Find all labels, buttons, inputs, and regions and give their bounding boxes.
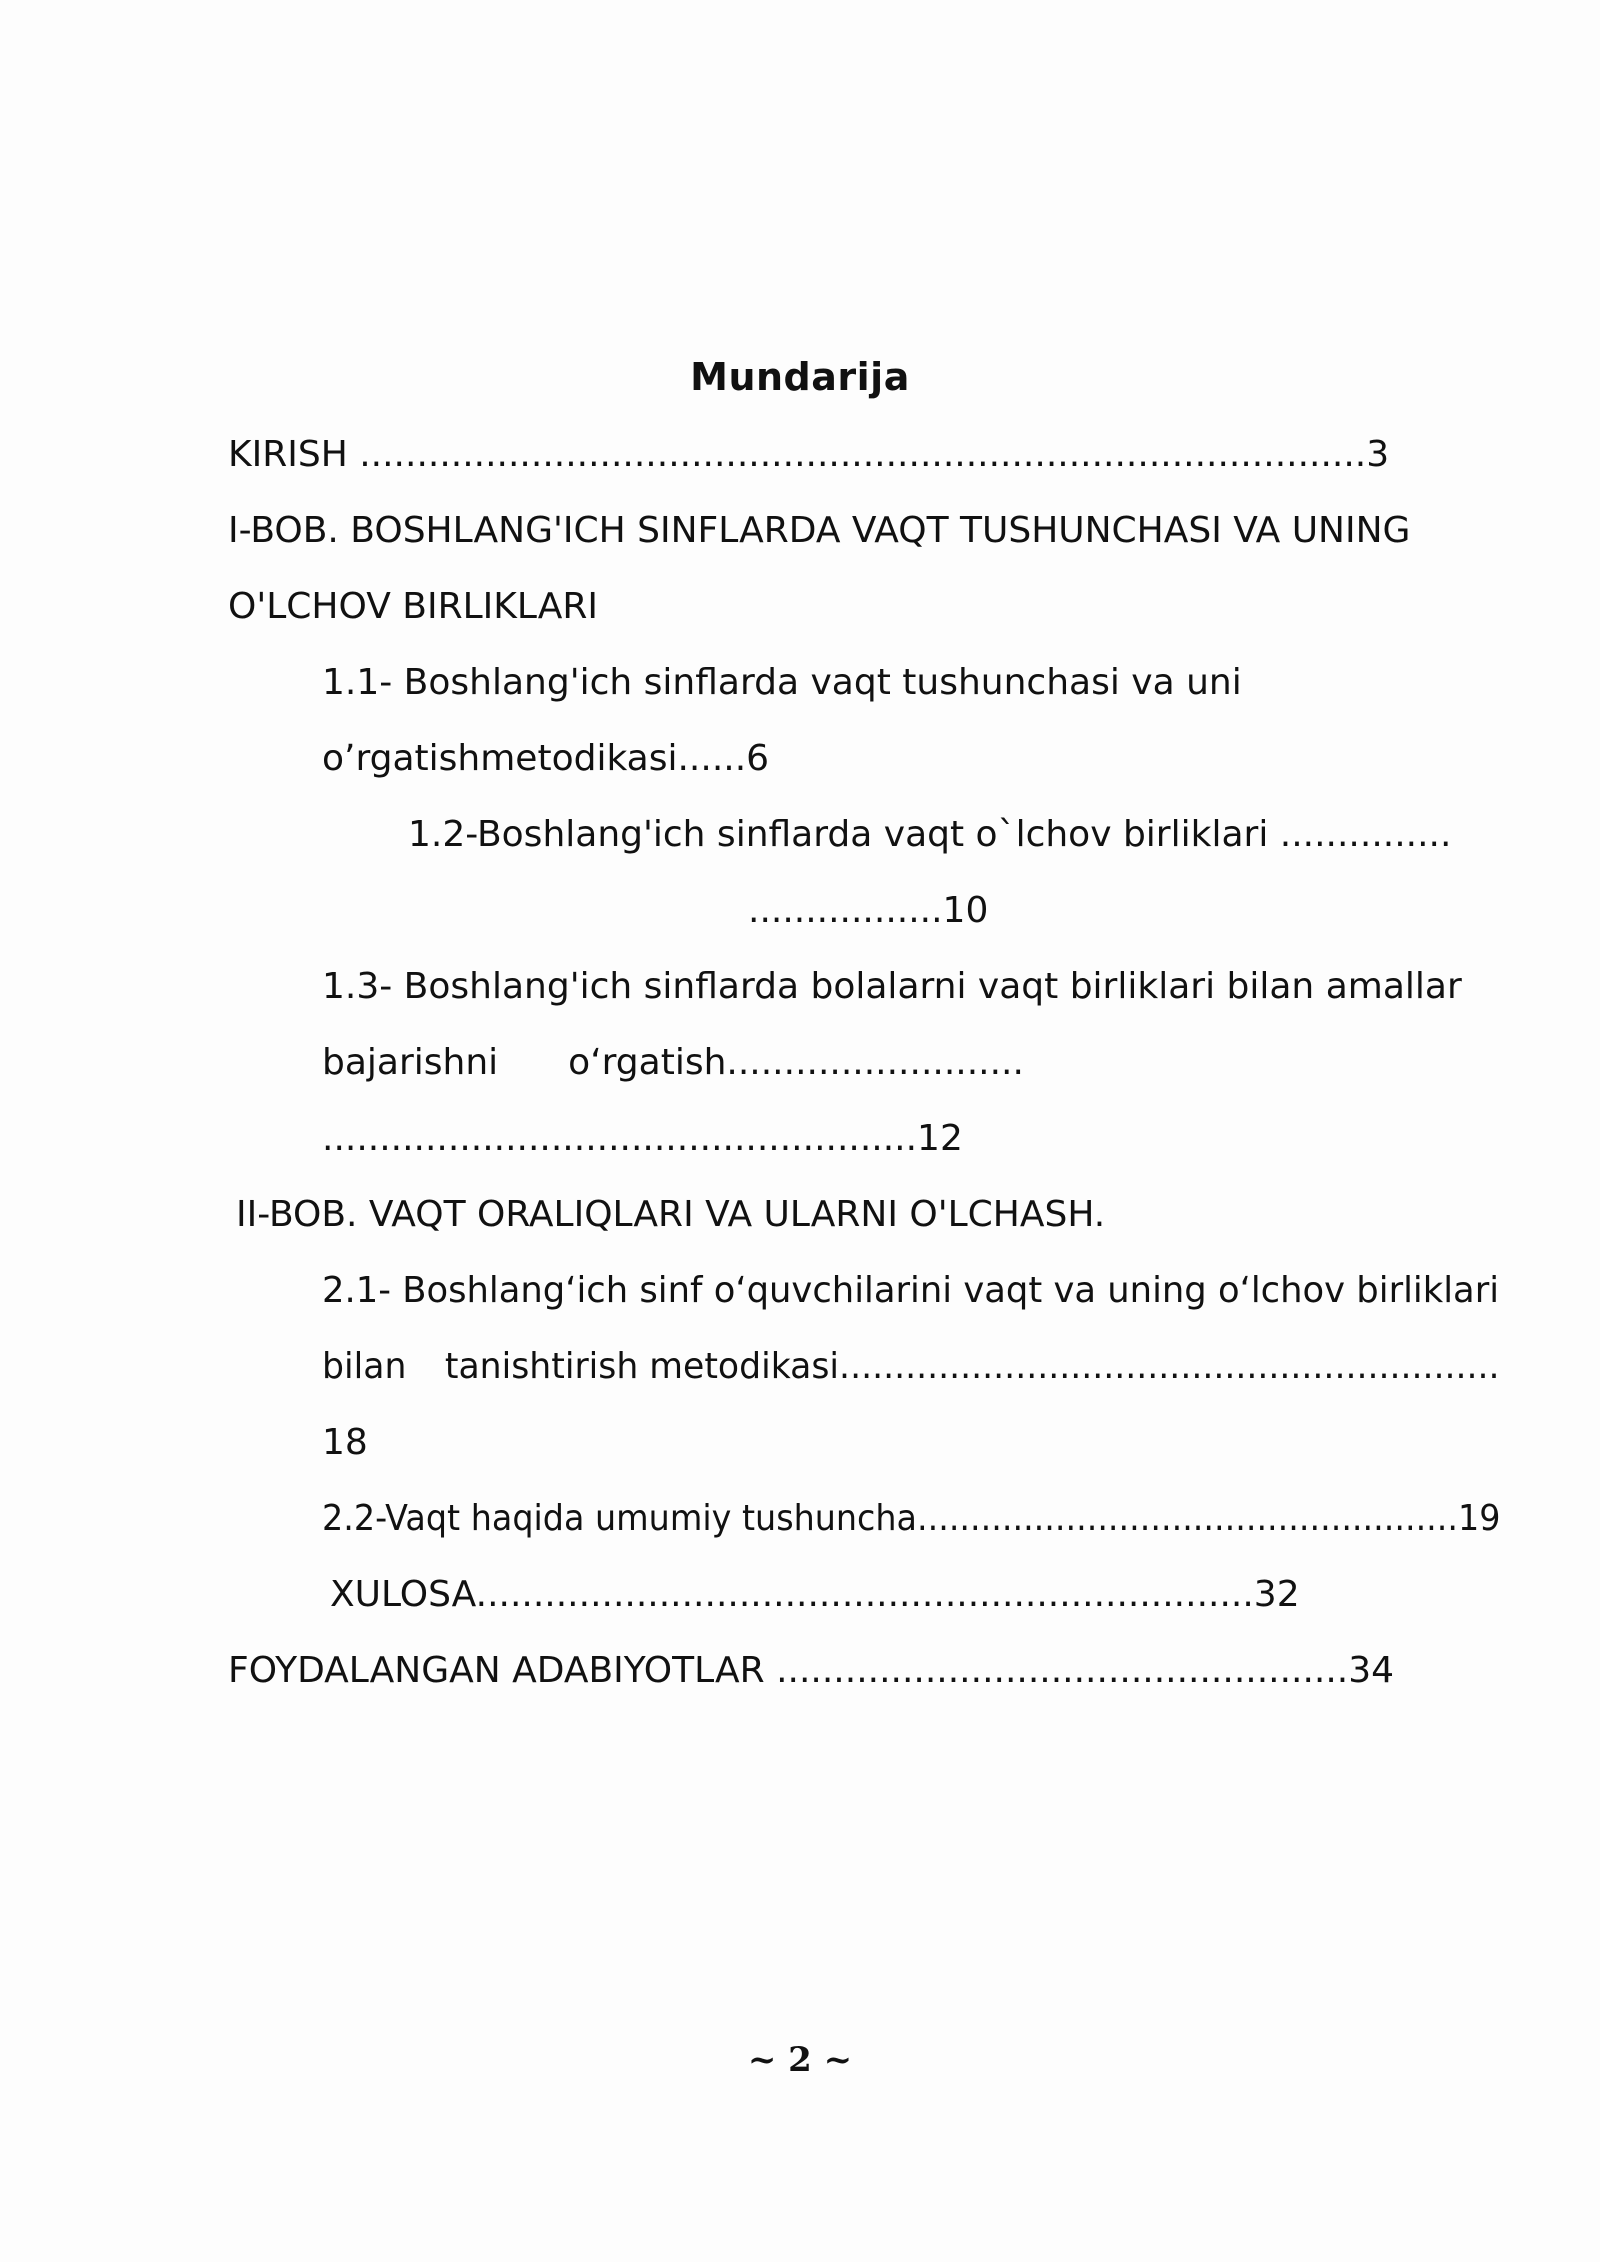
toc-section-2-1-line-1: 2.1- Boshlang‘ich sinf o‘quvchilarini vaqt va uning o‘lchov birliklari [322, 1270, 1500, 1311]
toc-section-2-1-line-2 [322, 1345, 1500, 1389]
toc-section-1-2-line-2: .................10 [748, 890, 989, 931]
toc-section-2-1-line-3: 18 [322, 1422, 368, 1463]
toc-entry-xulosa: XULOSA....................................................................32 [330, 1574, 1300, 1615]
toc-section-1-3-word: bajarishni [322, 1042, 499, 1083]
toc-chapter-2: II-BOB. VAQT ORALIQLARI VA ULARNI O'LCHASH. [236, 1194, 1106, 1235]
page-title: Mundarija [690, 355, 910, 399]
toc-chapter-1-line-1: I-BOB. BOSHLANG'ICH SINFLARDA VAQT TUSHUNCHASI VA UNING [228, 510, 1411, 551]
toc-section-1-3-line-3: ....................................................12 [322, 1118, 963, 1159]
toc-section-2-1-word-2: tanishtirish metodikasi............................................................ [444, 1346, 1500, 1387]
toc-chapter-1-line-2: O'LCHOV BIRLIKLARI [228, 586, 599, 627]
toc-section-1-2-line-1: 1.2-Boshlang'ich sinflarda vaqt o`lchov birliklari ............... [408, 814, 1452, 855]
page-number: ~ 2 ~ [747, 2040, 853, 2080]
toc-section-2-1-word: bilan [322, 1346, 407, 1387]
toc-section-1-3-word-2: o‘rgatish.......................... [568, 1042, 1024, 1083]
toc-entry-kirish: KIRISH ........................................................................................3 [228, 434, 1390, 475]
toc-section-1-1-line-1: 1.1- Boshlang'ich sinflarda vaqt tushunchasi va uni [322, 662, 1242, 703]
toc-section-1-3-line-1: 1.3- Boshlang'ich sinflarda bolalarni vaqt birliklari bilan amallar [322, 966, 1462, 1007]
toc-section-2-2: 2.2-Vaqt haqida umumiy tushuncha...................................................19 [322, 1498, 1501, 1539]
toc-section-1-3-line-2 [322, 1041, 1024, 1085]
toc-section-1-1-line-2: o’rgatishmetodikasi......6 [322, 738, 770, 779]
toc-entry-adabiyotlar: FOYDALANGAN ADABIYOTLAR ..................................................34 [228, 1650, 1395, 1691]
